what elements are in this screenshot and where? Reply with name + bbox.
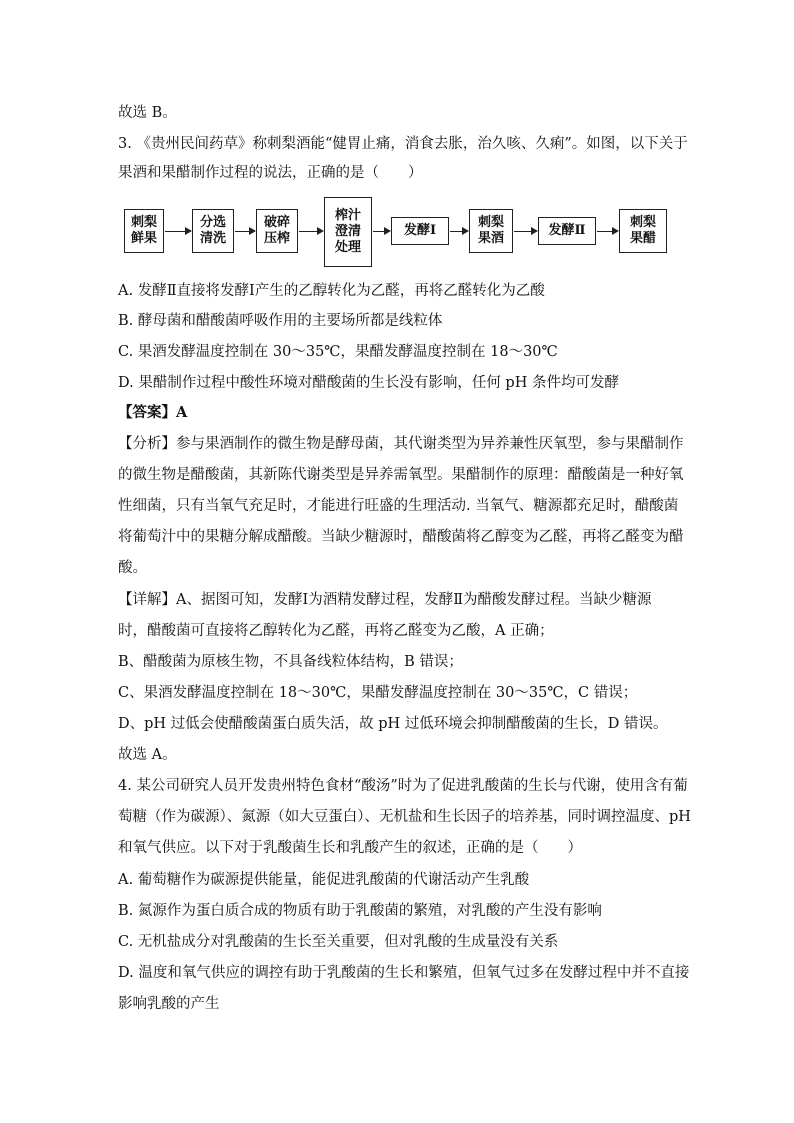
previous-answer-choice: 故选 B。 (118, 105, 177, 121)
question-3-final-choice: 故选 A。 (118, 747, 177, 763)
question-3-detail: 【详解】A、据图可知，发酵Ⅰ为酒精发酵过程，发酵Ⅱ为醋酸发酵过程。当缺少糖源 (118, 592, 652, 608)
question-3-detail-cont: D、pH 过低会使醋酸菌蛋白质失活，故 pH 过低环境会抑制醋酸菌的生长，D 错误。 (118, 716, 668, 732)
question-3-option-b: B. 酵母菌和醋酸菌呼吸作用的主要场所都是线粒体 (118, 313, 443, 329)
question-4-option-d-cont: 影响乳酸的产生 (118, 996, 220, 1012)
flow-box-fruit-vinegar: 刺梨 果醋 (619, 209, 667, 253)
question-4-option-a: A. 葡萄糖作为碳源提供能量，能促进乳酸菌的代谢活动产生乳酸 (118, 872, 530, 888)
flow-arrow (373, 231, 389, 232)
question-3-analysis-cont: 酸。 (118, 560, 147, 576)
flow-arrow (299, 231, 322, 232)
flow-arrow (450, 231, 467, 232)
flow-arrow (597, 231, 617, 232)
question-3-option-a: A. 发酵Ⅱ直接将发酵Ⅰ产生的乙醇转化为乙醛，再将乙醛转化为乙酸 (118, 283, 545, 299)
flow-box-fermentation-1: 发酵Ⅰ (391, 217, 449, 245)
flow-arrow (514, 231, 536, 232)
flow-box-fermentation-2: 发酵Ⅱ (538, 217, 596, 245)
question-3-option-d: D. 果醋制作过程中酸性环境对醋酸菌的生长没有影响，任何 pH 条件均可发酵 (118, 375, 619, 391)
question-4-stem: 4. 某公司研究人员开发贵州特色食材“酸汤”时为了促进乳酸菌的生长与代谢，使用含有葡 (118, 778, 688, 794)
flow-arrow (165, 231, 190, 232)
question-3-option-c: C. 果酒发酵温度控制在 30～35℃，果醋发酵温度控制在 18～30℃ (118, 344, 558, 360)
question-4-option-d: D. 温度和氧气供应的调控有助于乳酸菌的生长和繁殖，但氧气过多在发酵过程中并不直接 (118, 965, 690, 981)
flow-arrow (235, 231, 254, 232)
question-4-option-b: B. 氮源作为蛋白质合成的物质有助于乳酸菌的繁殖，对乳酸的产生没有影响 (118, 903, 602, 919)
question-3-answer: 【答案】A (118, 404, 188, 421)
flow-box-crush-press: 破碎 压榨 (256, 209, 298, 253)
question-3-analysis-cont: 将葡萄汁中的果糖分解成醋酸。当缺少糖源时，醋酸菌将乙醇变为乙醛，再将乙醛变为醋 (118, 529, 684, 545)
question-3-analysis: 【分析】参与果酒制作的微生物是酵母菌，其代谢类型为异养兼性厌氧型，参与果醋制作 (118, 436, 684, 452)
question-4-stem-cont: 和氧气供应。以下对于乳酸菌生长和乳酸产生的叙述，正确的是（ ） (118, 840, 582, 856)
question-3-stem: 3. 《贵州民间药草》称刺梨酒能“健胃止痛，消食去胀，治久咳、久痢”。如图，以下关于 (118, 136, 688, 152)
question-4-option-c: C. 无机盐成分对乳酸菌的生长至关重要，但对乳酸的生成量没有关系 (118, 934, 559, 950)
question-3-analysis-cont: 的微生物是醋酸菌，其新陈代谢类型是异养需氧型。果醋制作的原理：醋酸菌是一种好氧 (118, 467, 684, 483)
flow-box-fresh-fruit: 刺梨 鲜果 (124, 209, 164, 253)
question-3-detail-cont: 时，醋酸菌可直接将乙醇转化为乙醛，再将乙醛变为乙酸，A 正确； (118, 623, 554, 639)
question-3-stem-cont: 果酒和果醋制作过程的说法，正确的是（ ） (118, 165, 423, 181)
flow-box-sort-wash: 分选 清洗 (192, 209, 234, 253)
question-3-detail-cont: C、果酒发酵温度控制在 18～30℃，果醋发酵温度控制在 30～35℃，C 错误； (118, 685, 638, 701)
flow-box-fruit-wine: 刺梨 果酒 (469, 209, 513, 253)
question-3-detail-cont: B、醋酸菌为原核生物，不具备线粒体结构，B 错误； (118, 654, 463, 670)
question-3-analysis-cont: 性细菌，只有当氧气充足时，才能进行旺盛的生理活动. 当氧气、糖源都充足时，醋酸菌 (118, 498, 679, 514)
fermentation-flowchart (0, 0, 794, 280)
question-4-stem-cont: 萄糖（作为碳源）、氮源（如大豆蛋白）、无机盐和生长因子的培养基，同时调控温度、pH (118, 809, 691, 825)
flow-box-juice-clarify: 榨汁 澄清 处理 (324, 197, 372, 267)
